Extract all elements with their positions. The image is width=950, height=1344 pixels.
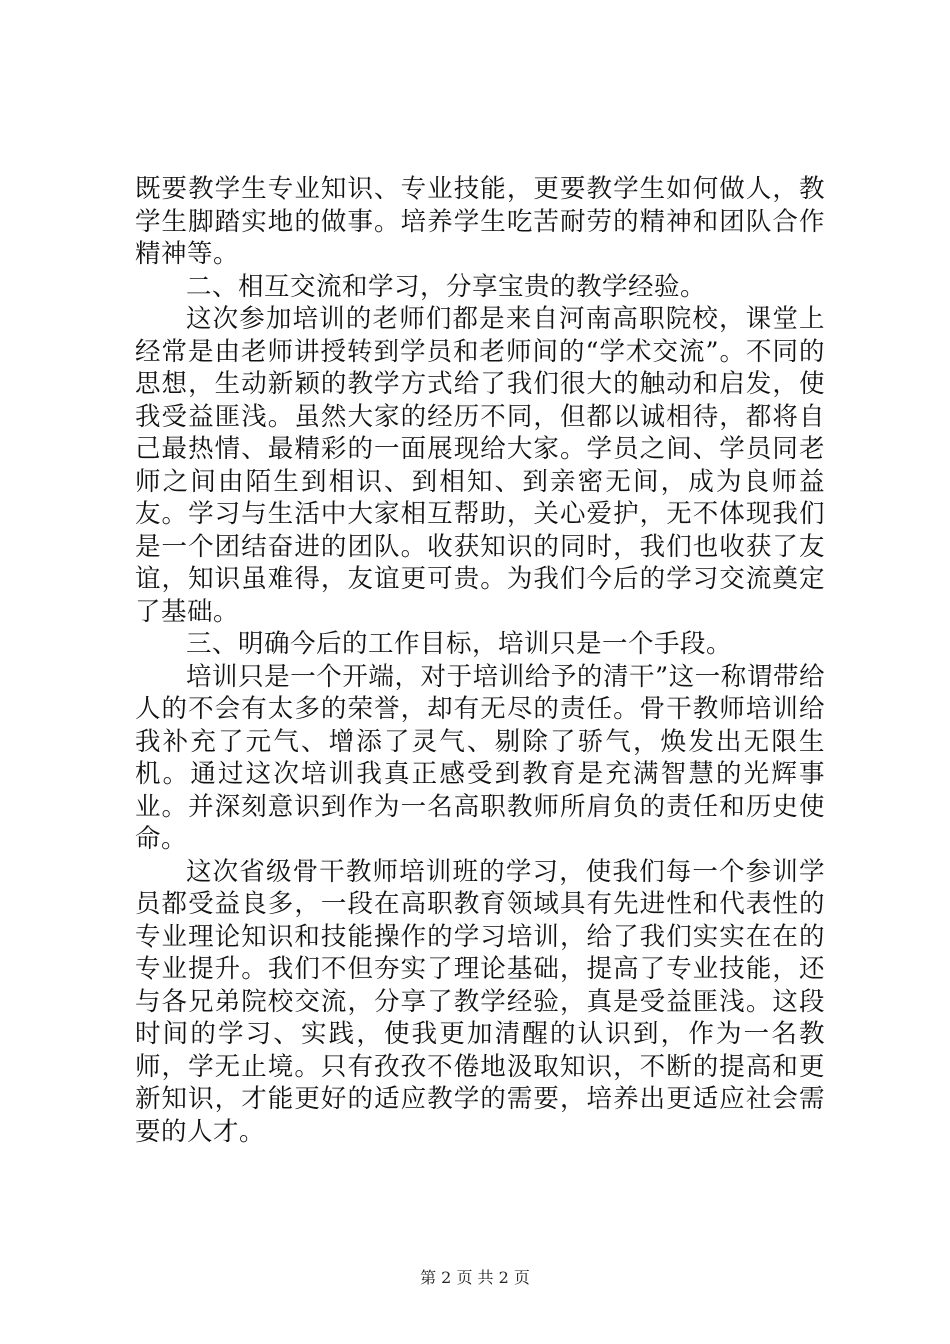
paragraph-3: 这次参加培训的老师们都是来自河南高职院校，课堂上经常是由老师讲授转到学员和老师间的“学术交流”。不同的思想，生动新颖的教学方式给了我们很大的触动和启发，使我受益匪浅。虽然大家的经历不同，但都以诚相待，都将自己最热情、最精彩的一面展现给大家。学员之间、学员同老师之间由陌生到相识、到相知、到亲密无间，成为良师益友。学习与生活中大家相互帮助，关心爱护，无不体现我们是一个团结奋进的团队。收获知识的同时，我们也收获了友谊，知识虽难得，友谊更可贵。为我们今后的学习交流奠定了基础。 xyxy=(135,304,825,627)
paragraph-1: 既要教学生专业知识、专业技能，更要教学生如何做人，教学生脚踏实地的做事。培养学生吃苦耐劳的精神和团队合作精神等。 xyxy=(135,174,825,269)
page-number-footer: 第 2 页 共 2 页 xyxy=(420,1268,530,1287)
section-heading-3: 三、明确今后的工作目标，培训只是一个手段。 xyxy=(186,629,733,659)
paragraph-6: 这次省级骨干教师培训班的学习，使我们每一个参训学员都受益良多，一段在高职教育领域具有先进性和代表性的专业理论知识和技能操作的学习培训，给了我们实实在在的专业提升。我们不但夯实了理论基础，提高了专业技能，还与各兄弟院校交流，分享了教学经验，真是受益匪浅。这段时间的学习、实践，使我更加清醒的认识到，作为一名教师，学无止境。只有孜孜不倦地汲取知识，不断的提高和更新知识，才能更好的适应教学的需要，培养出更适应社会需要的人才。 xyxy=(135,856,825,1147)
document-body xyxy=(135,173,825,1148)
paragraph-5: 培训只是一个开端，对于培训给予的清干”这一称谓带给人的不会有太多的荣誉，却有无尽的责任。骨干教师培训给我补充了元气、增添了灵气、剔除了骄气，焕发出无限生机。通过这次培训我真正感受到教育是充满智慧的光辉事业。并深刻意识到作为一名高职教师所肩负的责任和历史使命。 xyxy=(135,661,825,854)
section-heading-2: 二、相互交流和学习，分享宝贵的教学经验。 xyxy=(186,271,707,302)
